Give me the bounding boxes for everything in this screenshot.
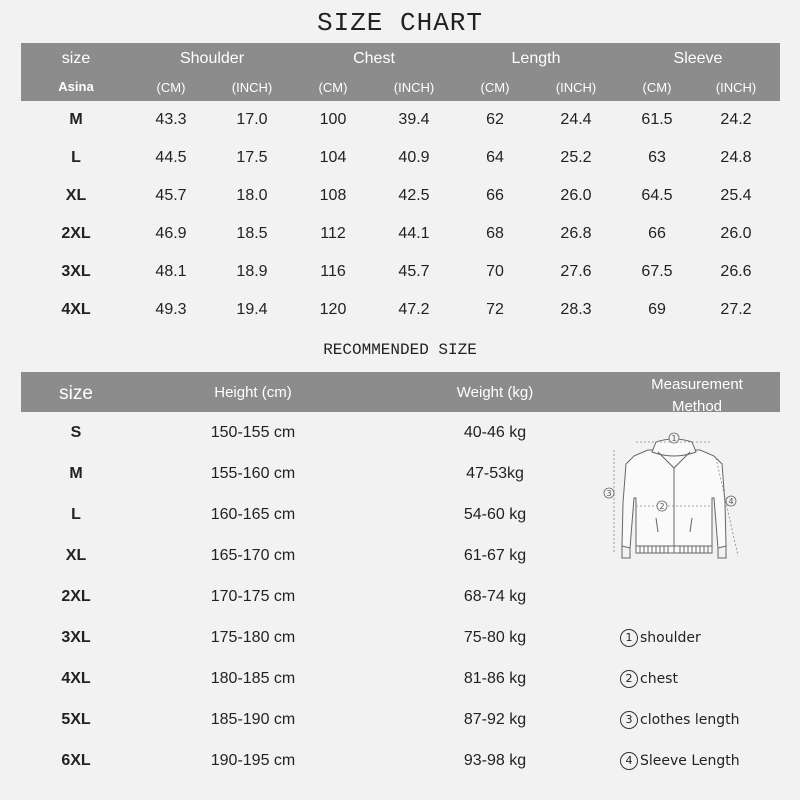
legend-number-4: 4 (620, 752, 638, 770)
table-cell: 24.4 (560, 111, 592, 128)
header-unit: (CM) (156, 80, 186, 95)
table-cell: 26.6 (720, 263, 752, 280)
rec-header-measurement: Measurement (651, 376, 743, 393)
rec-header-height: Height (cm) (214, 384, 292, 401)
table-cell: 39.4 (398, 111, 430, 128)
table-cell: 42.5 (398, 187, 430, 204)
rec-table-cell: 170-175 cm (210, 588, 296, 605)
legend-label-sleeve-length: Sleeve Length (640, 753, 740, 769)
table-cell: 68 (486, 225, 504, 242)
marker-1: 1 (671, 434, 677, 443)
table-cell: 70 (486, 263, 504, 280)
table-cell: 40.9 (398, 149, 430, 166)
table-cell: 61.5 (641, 111, 673, 128)
table-cell: 66 (648, 225, 666, 242)
jacket-measurement-diagram (596, 428, 746, 573)
legend-clothes-length (620, 711, 740, 729)
table-cell: 48.1 (155, 263, 187, 280)
header-shoulder: Shoulder (179, 50, 245, 67)
legend-number-2: 2 (620, 670, 638, 688)
rec-table-cell: 180-185 cm (210, 670, 296, 687)
legend-number-1: 1 (620, 629, 638, 647)
rec-size-label: 5XL (61, 711, 91, 728)
rec-header-weight: Weight (kg) (456, 384, 534, 401)
rec-table-cell: 68-74 kg (463, 588, 527, 605)
table-cell: 18.0 (236, 187, 268, 204)
rec-size-label: 3XL (61, 629, 91, 646)
rec-size-label: L (71, 506, 81, 523)
size-label: 2XL (61, 225, 91, 242)
rec-size-label: M (69, 465, 83, 482)
legend-label-chest: chest (640, 671, 678, 687)
rec-header-method: Method (671, 398, 723, 415)
rec-table-cell: 150-155 cm (210, 424, 296, 441)
table-cell: 17.5 (236, 149, 268, 166)
table-cell: 19.4 (236, 301, 268, 318)
table-cell: 24.2 (720, 111, 752, 128)
size-label: L (71, 149, 81, 166)
rec-table-cell: 190-195 cm (210, 752, 296, 769)
rec-size-label: S (70, 424, 82, 441)
marker-3: 3 (606, 489, 612, 498)
table-cell: 26.0 (560, 187, 592, 204)
table-cell: 44.5 (155, 149, 187, 166)
header-unit: (CM) (318, 80, 348, 95)
table-cell: 47.2 (398, 301, 430, 318)
table-cell: 24.8 (720, 149, 752, 166)
table-cell: 64 (486, 149, 504, 166)
legend-label-clothes-length: clothes length (640, 712, 740, 728)
legend-chest (620, 670, 678, 688)
rec-table-cell: 61-67 kg (463, 547, 527, 564)
size-label: M (69, 111, 83, 128)
rec-table-cell: 75-80 kg (463, 629, 527, 646)
table-cell: 43.3 (155, 111, 187, 128)
table-cell: 27.2 (720, 301, 752, 318)
recommended-title: RECOMMENDED SIZE (323, 341, 477, 359)
rec-table-cell: 165-170 cm (210, 547, 296, 564)
table-cell: 62 (486, 111, 504, 128)
header-unit: (INCH) (555, 80, 597, 95)
rec-table-cell: 185-190 cm (210, 711, 296, 728)
table-cell: 45.7 (155, 187, 187, 204)
size-label: 3XL (61, 263, 91, 280)
table-cell: 67.5 (641, 263, 673, 280)
rec-table-cell: 81-86 kg (463, 670, 527, 687)
header-chest: Chest (353, 50, 395, 67)
header-asina: Asina (58, 79, 94, 94)
rec-table-cell: 155-160 cm (210, 465, 296, 482)
rec-size-label: 6XL (61, 752, 91, 769)
table-cell: 26.8 (560, 225, 592, 242)
header-unit: (INCH) (715, 80, 757, 95)
table-cell: 64.5 (641, 187, 673, 204)
size-label: 4XL (61, 301, 91, 318)
table-cell: 100 (319, 111, 347, 128)
legend-shoulder (620, 629, 701, 647)
table-cell: 27.6 (560, 263, 592, 280)
table-cell: 45.7 (398, 263, 430, 280)
rec-table-cell: 160-165 cm (210, 506, 296, 523)
rec-table-cell: 54-60 kg (463, 506, 527, 523)
page-title: SIZE CHART (316, 8, 484, 38)
header-length: Length (511, 50, 561, 67)
rec-table-cell: 87-92 kg (463, 711, 527, 728)
table-cell: 46.9 (155, 225, 187, 242)
table-cell: 72 (486, 301, 504, 318)
rec-table-cell: 93-98 kg (463, 752, 527, 769)
table-cell: 63 (648, 149, 666, 166)
rec-size-label: 2XL (61, 588, 91, 605)
table-cell: 26.0 (720, 225, 752, 242)
table-cell: 28.3 (560, 301, 592, 318)
table-cell: 116 (320, 263, 346, 280)
header-sleeve: Sleeve (673, 50, 723, 67)
rec-size-label: 4XL (61, 670, 91, 687)
table-cell: 44.1 (398, 225, 430, 242)
table-cell: 17.0 (236, 111, 268, 128)
table-cell: 18.5 (236, 225, 268, 242)
table-cell: 112 (320, 225, 346, 242)
rec-header-size: size (59, 383, 93, 404)
header-size: size (61, 50, 91, 67)
rec-size-label: XL (65, 547, 87, 564)
marker-2: 2 (659, 502, 665, 511)
header-unit: (INCH) (231, 80, 273, 95)
header-unit: (INCH) (393, 80, 435, 95)
legend-number-3: 3 (620, 711, 638, 729)
table-cell: 104 (319, 149, 347, 166)
marker-4: 4 (728, 497, 734, 506)
table-cell: 120 (319, 301, 347, 318)
table-cell: 108 (319, 187, 347, 204)
table-cell: 25.4 (720, 187, 752, 204)
rec-table-cell: 47-53kg (466, 465, 524, 482)
table-cell: 49.3 (155, 301, 187, 318)
legend-sleeve-length (620, 752, 740, 770)
table-cell: 25.2 (560, 149, 592, 166)
table-cell: 18.9 (236, 263, 268, 280)
legend-label-shoulder: shoulder (640, 630, 701, 646)
table-cell: 69 (648, 301, 666, 318)
size-label: XL (65, 187, 87, 204)
rec-table-cell: 40-46 kg (463, 424, 527, 441)
header-unit: (CM) (642, 80, 672, 95)
rec-table-cell: 175-180 cm (210, 629, 296, 646)
table-cell: 66 (486, 187, 504, 204)
header-unit: (CM) (480, 80, 510, 95)
